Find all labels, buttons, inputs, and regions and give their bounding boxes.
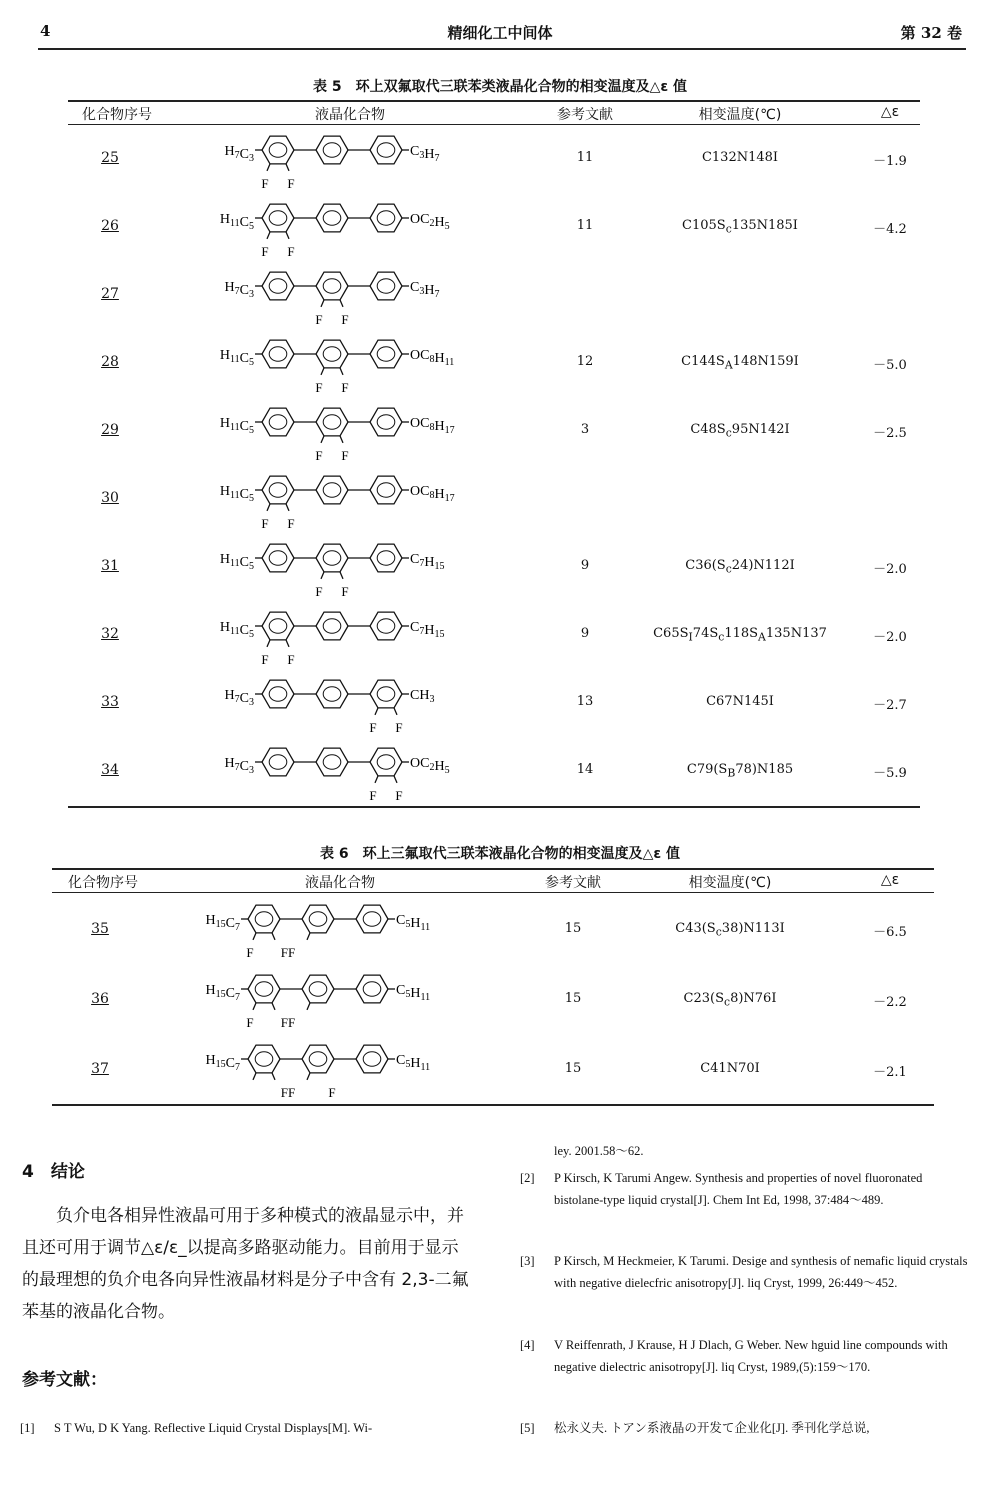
left-substituent: $H_{11}C_5$	[219, 212, 254, 232]
right-substituent: $OC_2H_5$	[410, 756, 450, 776]
structure-svg	[182, 1041, 472, 1101]
reference-number-cell: 9	[580, 558, 590, 573]
left-substituent: $H_{15}C_7$	[205, 913, 240, 933]
left-substituent: $H_{11}C_5$	[219, 416, 254, 436]
reference-text: ley. 2001.58～62.	[554, 1144, 644, 1158]
phase-transition: $C65S_I74S_c118S_A135N137$	[653, 626, 827, 644]
fluorine-label: F	[369, 720, 377, 735]
benzene-ring	[302, 1045, 334, 1073]
compound-id: 28	[101, 354, 119, 370]
table6-col-compound: 液晶化合物	[305, 875, 375, 891]
benzene-ring	[370, 408, 402, 436]
page-number: 4	[40, 22, 51, 40]
table6-header-rule	[52, 892, 934, 893]
benzene-ring	[248, 905, 280, 933]
right-substituent: $C_3H_7$	[410, 280, 440, 300]
right-substituent: $C_5H_{11}$	[396, 1053, 431, 1073]
table6-caption: 表 6 环上三氟取代三联苯液晶化合物的相变温度及△ε 值	[319, 846, 681, 862]
fluorine-label: F	[287, 652, 295, 667]
structure-svg	[196, 472, 486, 532]
phase-transition: $C23(S_c8)N76I$	[683, 991, 777, 1009]
benzene-ring	[370, 612, 402, 640]
left-substituent: $H_7C_3$	[224, 756, 254, 776]
fluorine-label: F	[341, 448, 349, 463]
benzene-ring	[316, 748, 348, 776]
compound-structure	[196, 472, 486, 532]
compound-structure	[196, 336, 486, 396]
compound-id: 36	[91, 991, 109, 1007]
table5-col-compound: 液晶化合物	[315, 107, 385, 123]
compound-id: 33	[101, 694, 119, 710]
delta-epsilon: －2.5	[873, 426, 907, 441]
compound-structure	[196, 404, 486, 464]
compound-id: 31	[101, 558, 119, 574]
reference-number-cell: 11	[576, 218, 594, 233]
phase-transition: C41N70I	[700, 1061, 760, 1076]
benzene-ring	[316, 272, 348, 300]
benzene-ring	[370, 272, 402, 300]
left-substituent: $H_{15}C_7$	[205, 983, 240, 1003]
compound-id: 25	[101, 150, 119, 166]
table5-col-id: 化合物序号	[82, 107, 152, 123]
benzene-ring	[262, 340, 294, 368]
fluorine-label: F	[287, 176, 295, 191]
structure-svg	[196, 608, 486, 668]
phase-transition: $C105S_c135N185I$	[682, 218, 798, 236]
compound-structure	[182, 901, 472, 961]
delta-epsilon: －5.0	[873, 358, 907, 373]
delta-epsilon: －2.1	[873, 1065, 907, 1080]
table5-bottom-rule	[68, 806, 920, 808]
reference-number: [2]	[520, 1171, 535, 1185]
reference-number-cell: 3	[580, 422, 590, 437]
delta-epsilon: －2.0	[873, 562, 907, 577]
benzene-ring	[370, 748, 402, 776]
structure-svg	[196, 404, 486, 464]
benzene-ring	[262, 680, 294, 708]
fluorine-label: F	[315, 584, 323, 599]
fluorine-label: F	[315, 448, 323, 463]
structure-svg	[182, 901, 472, 961]
benzene-ring	[316, 476, 348, 504]
fluorine-label: F	[315, 312, 323, 327]
header-rule	[38, 48, 966, 50]
structure-svg	[196, 540, 486, 600]
delta-epsilon: －1.9	[873, 154, 907, 169]
fluorine-label: F	[261, 244, 269, 259]
benzene-ring	[316, 612, 348, 640]
table5-top-rule	[68, 100, 920, 102]
structure-svg	[196, 200, 486, 260]
table5-caption: 表 5 环上双氟取代三联苯类液晶化合物的相变温度及△ε 值	[312, 79, 688, 95]
benzene-ring	[316, 680, 348, 708]
right-substituent: $C_7H_{15}$	[410, 620, 445, 640]
volume-label: 第 32 卷	[900, 24, 962, 42]
benzene-ring	[262, 204, 294, 232]
compound-structure	[196, 200, 486, 260]
reference-number-cell: 13	[576, 694, 594, 709]
fluorine-label: F	[395, 788, 403, 803]
table5-col-ref: 参考文献	[557, 107, 613, 123]
fluorine-label: F	[341, 380, 349, 395]
benzene-ring	[356, 975, 388, 1003]
reference-text: 松永义夫. トアン系液晶の开发て企业化[J]. 季刊化学总说,	[554, 1421, 870, 1435]
table5-header-rule	[68, 124, 920, 125]
fluorine-label: F	[246, 1015, 254, 1030]
delta-epsilon: －2.0	[873, 630, 907, 645]
reference-text: V Reiffenrath, J Krause, H J Dlach, G Weber. New hguid line compounds with negative dielectric anisotropy[J]. liq Cryst, 1989,(5):159～170.	[554, 1338, 948, 1374]
fluorine-label: FF	[280, 1085, 296, 1100]
compound-id: 35	[91, 921, 109, 937]
left-substituent: $H_7C_3$	[224, 688, 254, 708]
benzene-ring	[370, 204, 402, 232]
delta-epsilon: －4.2	[873, 222, 907, 237]
fluorine-label: F	[287, 244, 295, 259]
compound-structure	[196, 268, 486, 328]
structure-svg	[196, 336, 486, 396]
benzene-ring	[262, 612, 294, 640]
benzene-ring	[262, 136, 294, 164]
reference-number-cell: 9	[580, 626, 590, 641]
table5-col-transition: 相变温度(℃)	[698, 107, 782, 123]
compound-id: 27	[101, 286, 119, 302]
right-substituent: $C_5H_{11}$	[396, 913, 431, 933]
benzene-ring	[356, 1045, 388, 1073]
fluorine-label: FF	[280, 945, 296, 960]
right-substituent: $CH_3$	[410, 688, 435, 705]
compound-structure	[182, 971, 472, 1031]
right-substituent: $OC_8H_{17}$	[410, 484, 455, 504]
structure-svg	[196, 744, 486, 804]
delta-epsilon: －5.9	[873, 766, 907, 781]
reference-number: [4]	[520, 1338, 535, 1352]
conclusion-heading: 4 结论	[22, 1162, 85, 1182]
table6-col-transition: 相变温度(℃)	[688, 875, 772, 891]
fluorine-label: F	[261, 176, 269, 191]
benzene-ring	[262, 748, 294, 776]
reference-number: [3]	[520, 1254, 535, 1268]
structure-svg	[182, 971, 472, 1031]
benzene-ring	[248, 975, 280, 1003]
phase-transition: $C36(S_c24)N112I$	[685, 558, 795, 576]
benzene-ring	[316, 136, 348, 164]
fluorine-label: F	[341, 312, 349, 327]
reference-number-cell: 14	[576, 762, 594, 777]
benzene-ring	[370, 136, 402, 164]
benzene-ring	[302, 975, 334, 1003]
right-substituent: $OC_8H_{17}$	[410, 416, 455, 436]
phase-transition: C67N145I	[706, 694, 774, 709]
benzene-ring	[370, 680, 402, 708]
table6-col-delta-epsilon: △ε	[880, 872, 900, 888]
structure-svg	[196, 676, 486, 736]
left-substituent: $H_7C_3$	[224, 280, 254, 300]
benzene-ring	[262, 408, 294, 436]
reference-number-cell: 11	[576, 150, 594, 165]
reference-text: P Kirsch, M Heckmeier, K Tarumi. Desige and synthesis of nemafic liquid crystals with negative dielecfric anisotropy[J]. liq Cryst, 1999, 26:449～452.	[554, 1254, 968, 1290]
compound-structure	[196, 608, 486, 668]
reference-number-cell: 15	[564, 991, 582, 1006]
right-substituent: $OC_2H_5$	[410, 212, 450, 232]
right-substituent: $C_7H_{15}$	[410, 552, 445, 572]
delta-epsilon: －2.2	[873, 995, 907, 1010]
benzene-ring	[302, 905, 334, 933]
benzene-ring	[248, 1045, 280, 1073]
fluorine-label: F	[287, 516, 295, 531]
left-substituent: $H_{11}C_5$	[219, 484, 254, 504]
structure-svg	[196, 132, 486, 192]
fluorine-label: FF	[280, 1015, 296, 1030]
delta-epsilon: －2.7	[873, 698, 907, 713]
benzene-ring	[316, 544, 348, 572]
benzene-ring	[370, 476, 402, 504]
fluorine-label: F	[261, 516, 269, 531]
phase-transition: $C79(S_B78)N185$	[686, 762, 794, 780]
compound-id: 29	[101, 422, 119, 438]
left-substituent: $H_{11}C_5$	[219, 552, 254, 572]
benzene-ring	[370, 544, 402, 572]
fluorine-label: F	[328, 1085, 336, 1100]
left-substituent: $H_{15}C_7$	[205, 1053, 240, 1073]
reference-number-cell: 12	[576, 354, 594, 369]
phase-transition: $C43(S_c38)N113I$	[675, 921, 785, 939]
journal-title: 精细化工中间体	[447, 24, 553, 42]
compound-structure	[182, 1041, 472, 1101]
left-substituent: $H_{11}C_5$	[219, 348, 254, 368]
right-substituent: $OC_8H_{11}$	[410, 348, 455, 368]
references-heading: 参考文献：	[22, 1370, 107, 1390]
fluorine-label: F	[341, 584, 349, 599]
right-substituent: $C_3H_7$	[410, 144, 440, 164]
table6-top-rule	[52, 868, 934, 870]
benzene-ring	[370, 340, 402, 368]
compound-structure	[196, 540, 486, 600]
delta-epsilon: －6.5	[873, 925, 907, 940]
fluorine-label: F	[395, 720, 403, 735]
benzene-ring	[356, 905, 388, 933]
phase-transition: C132N148I	[701, 150, 779, 165]
phase-transition: $C48S_c95N142I$	[690, 422, 790, 440]
reference-number-cell: 15	[564, 921, 582, 936]
reference-number: [5]	[520, 1421, 535, 1435]
benzene-ring	[262, 476, 294, 504]
reference-text: S T Wu, D K Yang. Reflective Liquid Crystal Displays[M]. Wi-	[54, 1421, 373, 1435]
structure-svg	[196, 268, 486, 328]
table6-bottom-rule	[52, 1104, 934, 1106]
reference-text: P Kirsch, K Tarumi Angew. Synthesis and properties of novel fluoronated bistolane-type liquid crystal[J]. Chem Int Ed, 1998, 37:484～489.	[554, 1171, 923, 1207]
reference-number-cell: 15	[564, 1061, 582, 1076]
table6-col-id: 化合物序号	[68, 875, 138, 891]
compound-structure	[196, 676, 486, 736]
benzene-ring	[316, 408, 348, 436]
compound-id: 30	[101, 490, 119, 506]
right-substituent: $C_5H_{11}$	[396, 983, 431, 1003]
benzene-ring	[262, 544, 294, 572]
left-substituent: $H_7C_3$	[224, 144, 254, 164]
table6-col-ref: 参考文献	[545, 875, 601, 891]
compound-id: 32	[101, 626, 119, 642]
phase-transition: $C144S_A148N159I$	[681, 354, 799, 372]
left-substituent: $H_{11}C_5$	[219, 620, 254, 640]
benzene-ring	[262, 272, 294, 300]
fluorine-label: F	[246, 945, 254, 960]
compound-id: 26	[101, 218, 119, 234]
fluorine-label: F	[261, 652, 269, 667]
benzene-ring	[316, 204, 348, 232]
compound-id: 37	[91, 1061, 109, 1077]
benzene-ring	[316, 340, 348, 368]
reference-number: [1]	[20, 1421, 35, 1435]
compound-structure	[196, 744, 486, 804]
fluorine-label: F	[315, 380, 323, 395]
compound-id: 34	[101, 762, 119, 778]
conclusion-body: 负介电各相异性液晶可用于多种模式的液晶显示中，并且还可用于调节△ε/ε_以提高多路驱动能力。目前用于显示的最理想的负介电各向异性液晶材料是分子中含有 2,3-二氟苯基的液晶化合物。	[22, 1206, 469, 1322]
table5-col-delta-epsilon: △ε	[880, 104, 900, 120]
compound-structure	[196, 132, 486, 192]
fluorine-label: F	[369, 788, 377, 803]
